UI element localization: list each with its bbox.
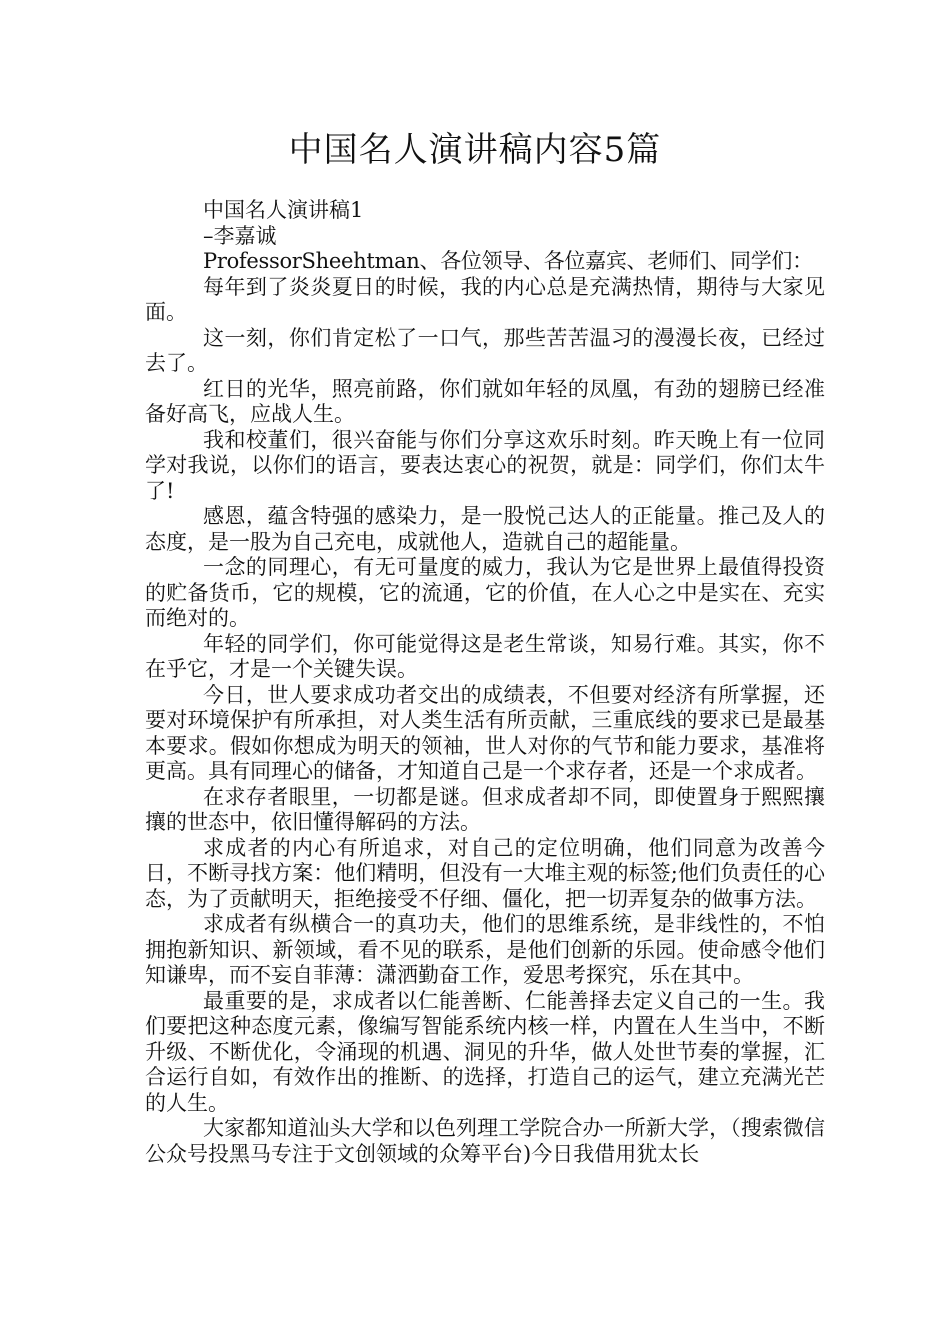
salutation-paragraph: ProfessorSheehtman、各位领导、各位嘉宾、老师们、同学们： — [203, 249, 813, 273]
body-paragraph: 求成者的内心有所追求，对自己的定位明确，他们同意为改善今日，不断寻找方案：他们精明，但没有一大堆主观的标签;他们负责任的心态，为了贡献明天，拒绝接受不仔细、僵化，把一切弄复杂的做事方法。 — [145, 835, 825, 911]
speech-heading: 中国名人演讲稿1 — [203, 198, 364, 222]
body-paragraph: 我和校董们，很兴奋能与你们分享这欢乐时刻。昨天晚上有一位同学对我说，以你们的语言，要表达衷心的祝贺，就是：同学们，你们太牛了! — [145, 427, 825, 503]
speaker-line: –李嘉诚 — [203, 223, 277, 248]
body-paragraph: 求成者有纵横合一的真功夫，他们的思维系统，是非线性的，不怕拥抱新知识、新领域，看不见的联系，是他们创新的乐园。使命感令他们知谦卑，而不妄自菲薄：潇洒勤奋工作，爱思考探究，乐在其中。 — [145, 912, 825, 987]
document-title: 中国名人演讲稿内容5篇 — [288, 130, 662, 170]
body-paragraph: 大家都知道汕头大学和以色列理工学院合办一所新大学，（搜索微信公众号投黑马专注于文创领域的众筹平台)今日我借用犹太长 — [145, 1116, 825, 1166]
body-paragraph: 这一刻，你们肯定松了一口气，那些苦苦温习的漫漫长夜，已经过去了。 — [145, 325, 825, 375]
body-paragraph: 一念的同理心，有无可量度的威力，我认为它是世界上最值得投资的贮备货币，它的规模，它的流通，它的价值，在人心之中是实在、充实而绝对的。 — [145, 555, 825, 630]
body-paragraph: 今日，世人要求成功者交出的成绩表，不但要对经济有所掌握，还要对环境保护有所承担，对人类生活有所贡献，三重底线的要求已是最基本要求。假如你想成为明天的领袖，世人对你的气节和能力要求，基准将更高。具有同理心的储备，才知道自己是一个求存者，还是一个求成者。 — [145, 682, 825, 783]
body-paragraph: 感恩，蕴含特强的感染力，是一股悦己达人的正能量。推己及人的态度，是一股为自己充电，成就他人，造就自己的超能量。 — [145, 504, 825, 554]
body-paragraph: 在求存者眼里，一切都是谜。但求成者却不同，即使置身于熙熙攘攘的世态中，依旧懂得解码的方法。 — [145, 784, 825, 834]
body-paragraph: 年轻的同学们，你可能觉得这是老生常谈，知易行难。其实，你不在乎它，才是一个关键失误。 — [145, 631, 825, 681]
body-paragraph: 最重要的是，求成者以仁能善断、仁能善择去定义自己的一生。我们要把这种态度元素，像编写智能系统内核一样，内置在人生当中，不断升级、不断优化，令涌现的机遇、洞见的升华，做人处世节奏的掌握，汇合运行自如，有效作出的推断、的选择，打造自己的运气，建立充满光芒的人生。 — [145, 988, 825, 1115]
body-paragraph: 每年到了炎炎夏日的时候，我的内心总是充满热情，期待与大家见面。 — [145, 274, 825, 324]
document-body — [145, 198, 825, 1167]
body-paragraph: 红日的光华，照亮前路，你们就如年轻的凤凰，有劲的翅膀已经准备好高飞，应战人生。 — [145, 376, 825, 426]
